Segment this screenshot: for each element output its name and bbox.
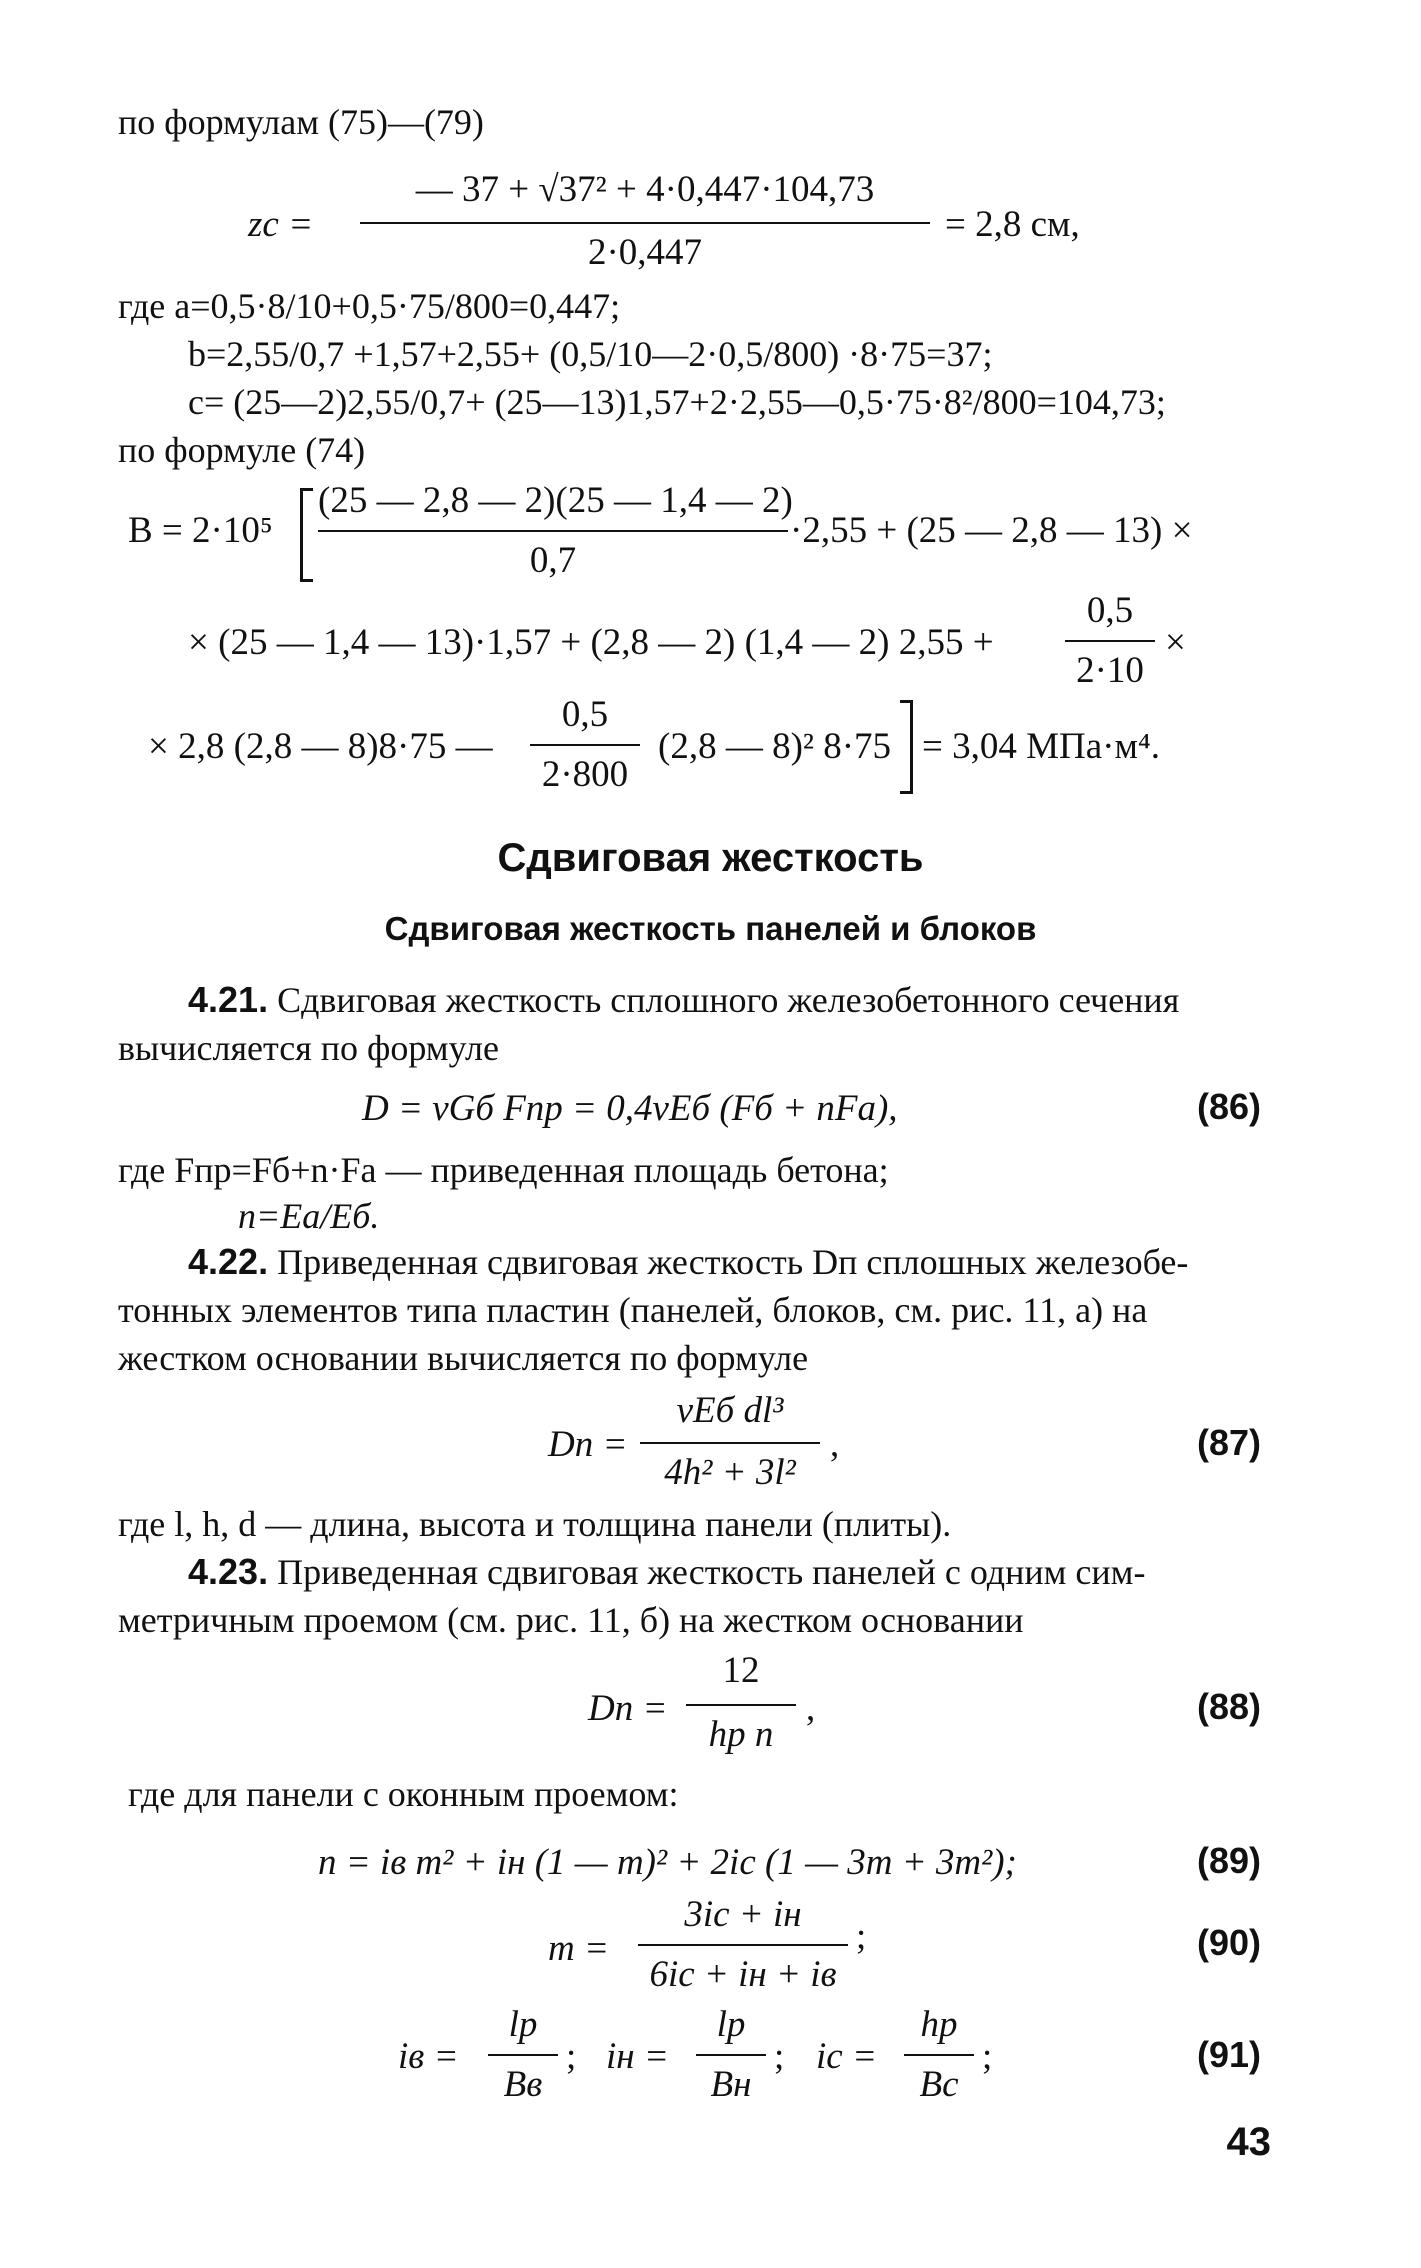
- B-row3-denominator: 2·800: [541, 754, 629, 795]
- para-422-line1: [188, 1238, 1188, 1286]
- eq-88-fraction-bar: [686, 1704, 796, 1706]
- para-421-where2: n=Eа/Eб.: [238, 1196, 380, 1236]
- formula-74-line: по формуле (74): [118, 430, 366, 470]
- c-line: c= (25—2)2,55/0,7+ (25—13)1,57+2·2,55—0,5·75·8²/800=104,73;: [188, 382, 1166, 422]
- eq-88-denominator: hр n: [708, 1714, 774, 1755]
- eq-88-numerator: 12: [722, 1650, 760, 1691]
- B-row2-numerator: 0,5: [1086, 590, 1134, 631]
- eq-90-fraction-bar: [638, 1944, 848, 1946]
- eq-89-number: (89): [1196, 1840, 1261, 1881]
- B-row2: × (25 — 1,4 — 13)·1,57 + (2,8 — 2) (1,4 — 2) 2,55 +: [188, 622, 994, 663]
- B-numerator: (25 — 2,8 — 2)(25 — 1,4 — 2): [318, 480, 793, 521]
- eq-91-c-lhs: iс =: [816, 2036, 877, 2077]
- para-421-text1: Сдвиговая жесткость сплошного железобетонного сечения: [268, 980, 1180, 1020]
- para-421-where1: где Fпр=Fб+n·Fа — приведенная площадь бетона;: [118, 1150, 889, 1190]
- B-row3-fraction-bar: [530, 744, 640, 746]
- eq-91-a-bar: [488, 2054, 558, 2056]
- para-423-line1: [188, 1548, 1145, 1596]
- eq-87-denominator: 4h² + 3l²: [664, 1452, 796, 1493]
- B-row1-tail: ·2,55 + (25 — 2,8 — 13) ×: [790, 510, 1193, 551]
- para-423-number: 4.23.: [188, 1551, 269, 1592]
- B-denominator: 0,7: [529, 540, 577, 581]
- eq-90-lhs: m =: [548, 1928, 609, 1969]
- eq-90-number: (90): [1196, 1922, 1261, 1963]
- B-result: = 3,04 МПа·м⁴.: [922, 726, 1161, 767]
- b-line: b=2,55/0,7 +1,57+2,55+ (0,5/10—2·0,5/800) ·8·75=37;: [188, 334, 993, 374]
- eq-91-number: (91): [1196, 2034, 1261, 2075]
- B-row2-fraction-bar: [1065, 640, 1155, 642]
- eq-91-b-denominator: Bн: [710, 2064, 752, 2105]
- zc-fraction-bar: [360, 222, 930, 224]
- eq-91-c-bar: [904, 2054, 974, 2056]
- B-row2-denominator: 2·10: [1076, 650, 1144, 691]
- eq-91-a-numerator: lр: [508, 2004, 538, 2045]
- zc-result: = 2,8 см,: [945, 204, 1080, 245]
- eq-87-number: (87): [1196, 1422, 1261, 1463]
- eq-88-comma: ,: [806, 1688, 816, 1729]
- eq-87-comma: ,: [830, 1424, 840, 1465]
- B-lhs: B = 2·10⁵: [128, 510, 273, 551]
- right-bracket: [900, 700, 913, 794]
- eq-91-a-denominator: Bв: [503, 2064, 543, 2105]
- subsection-heading: Сдвиговая жесткость панелей и блоков: [384, 910, 1037, 947]
- eq-89: n = iв m² + iн (1 — m)² + 2iс (1 — 3m + 3m²);: [318, 1842, 1017, 1883]
- B-row2-tail: ×: [1165, 622, 1186, 663]
- para-422-line2: тонных элементов типа пластин (панелей, блоков, см. рис. 11, а) на: [118, 1290, 1148, 1330]
- para-422-text1: Приведенная сдвиговая жесткость Dп сплошных железобе-: [268, 1242, 1189, 1282]
- B-fraction-bar: [318, 530, 788, 532]
- eq-91-sep1: ;: [566, 2036, 577, 2077]
- eq-91-b-numerator: lр: [716, 2004, 746, 2045]
- eq-90-denominator: 6iс + iн + iв: [649, 1954, 837, 1995]
- zc-numerator: — 37 + √37² + 4·0,447·104,73: [415, 169, 875, 210]
- eq-91-sep2: ;: [774, 2036, 785, 2077]
- eq-86-number: (86): [1196, 1086, 1261, 1127]
- para-422-line3: жестком основании вычисляется по формуле: [118, 1338, 809, 1378]
- eq-91-sep3: ;: [982, 2036, 993, 2077]
- para-423-text1: Приведенная сдвиговая жесткость панелей с одним сим-: [268, 1552, 1146, 1592]
- eq-88-number: (88): [1196, 1686, 1261, 1727]
- eq-87-lhs: Dп =: [548, 1424, 628, 1465]
- B-row3: × 2,8 (2,8 — 8)8·75 —: [148, 726, 493, 767]
- zc-denominator: 2·0,447: [587, 232, 703, 273]
- where-a-line: где a=0,5·8/10+0,5·75/800=0,447;: [118, 286, 621, 326]
- eq-87-numerator: νEб dl³: [676, 1390, 784, 1431]
- eq-86: D = νGб Fпр = 0,4νEб (Fб + nFа),: [362, 1088, 898, 1129]
- B-row3-numerator: 0,5: [561, 694, 609, 735]
- B-row3-part2: (2,8 — 8)² 8·75: [658, 726, 892, 767]
- zc-lhs: zc =: [248, 204, 314, 245]
- eq-91-c-numerator: hр: [920, 2004, 958, 2045]
- para-423-line2: метричным проемом (см. рис. 11, б) на жестком основании: [118, 1600, 1024, 1640]
- eq-90-numerator: 3iс + iн: [684, 1894, 802, 1935]
- intro-line: по формулам (75)—(79): [118, 102, 484, 142]
- section-heading: Сдвиговая жесткость: [497, 836, 924, 880]
- eq-88-lhs: Dп =: [588, 1688, 668, 1729]
- page-number: 43: [1226, 2120, 1271, 2164]
- para-422-where: где l, h, d — длина, высота и толщина панели (плиты).: [118, 1504, 952, 1544]
- left-bracket: [300, 488, 313, 582]
- para-421-line1: [188, 976, 1179, 1024]
- para-421-line2: вычисляется по формуле: [118, 1028, 499, 1068]
- para-422-number: 4.22.: [188, 1241, 269, 1282]
- eq-91-a-lhs: iв =: [398, 2036, 459, 2077]
- para-421-number: 4.21.: [188, 979, 269, 1020]
- para-423-where: где для панели с оконным проемом:: [128, 1774, 679, 1814]
- eq-87-fraction-bar: [640, 1442, 820, 1444]
- eq-91-c-denominator: Bс: [919, 2064, 959, 2105]
- eq-91-b-lhs: iн =: [606, 2036, 669, 2077]
- eq-90-semicolon: ;: [856, 1916, 867, 1957]
- eq-91-b-bar: [696, 2054, 766, 2056]
